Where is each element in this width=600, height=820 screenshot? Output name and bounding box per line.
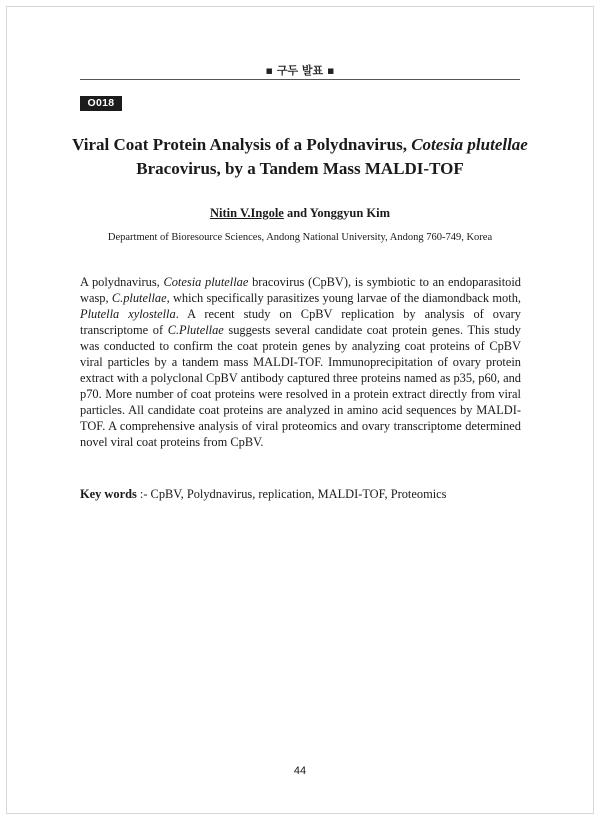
author-list [80,206,520,221]
abstract-text: suggests several candidate coat protein genes. This study was conducted to confirm the coat protein genes by analyzing coat proteins of CpBV viral particles by a tandem mass MALDI-TOF. Immunoprecipitation of ovary protein extract with a polyclonal CpBV antibody captured three proteins named as p35, p60, and p70. More number of coat proteins were resolved in a protein extract directly from viral particles. All candidate coat proteins are analyzed in amino acid sequences by MALDI-TOF. A comprehensive analysis of viral proteomics and ovary transcriptome determined novel viral coat proteins from CpBV. [80,323,521,449]
abstract-text: bracovirus (CpBV), is symbiotic to an endoparasitoid wasp, [80,275,521,305]
keywords-list: :- CpBV, Polydnavirus, replication, MALDI-TOF, Proteomics [136,487,447,501]
page-number: 44 [293,765,307,777]
abstract-italic: C.Plutellae [167,323,224,337]
paper-title [60,133,540,181]
header-divider [80,79,520,80]
abstract-code-badge: O018 [80,96,122,111]
title-species-italic: Cotesia plutellae [411,135,528,154]
title-part-2: Bracovirus, by a Tandem Mass MALDI-TOF [136,159,464,178]
presenting-author: Nitin V.Ingole [209,206,284,220]
abstract-italic: Plutella xylostella [80,307,176,321]
affiliation: Department of Bioresource Sciences, Andong National University, Andong 760-749, Korea [107,232,493,243]
keywords-line [80,486,540,502]
abstract-italic: C.plutellae [111,291,167,305]
title-part-1: Viral Coat Protein Analysis of a Polydnavirus, [72,135,412,154]
section-header: ▪ 구두 발표 ▪ [265,64,335,77]
abstract-body [80,274,521,450]
abstract-text: A polydnavirus, [80,275,164,289]
abstract-text: . A recent study on CpBV replication by analysis of ovary transcriptome of [80,307,521,337]
co-authors: and Yonggyun Kim [283,206,391,220]
abstract-italic: Cotesia plutellae [163,275,249,289]
keywords-label: Key words [80,487,137,501]
abstract-text: , which specifically parasitizes young larvae of the diamondback moth, [166,291,521,305]
